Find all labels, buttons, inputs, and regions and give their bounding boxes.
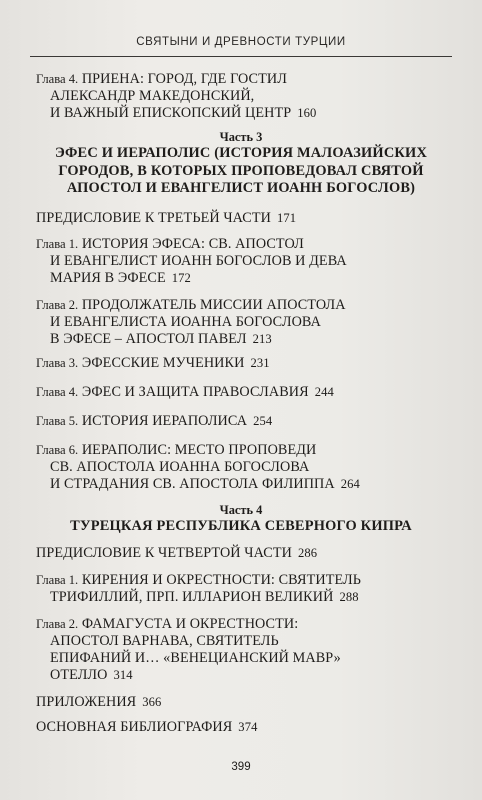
entry-title-part: ОСНОВНАЯ БИБЛИОГРАФИЯ <box>36 719 233 735</box>
entry-title-part: ИСТОРИЯ ЭФЕСА: СВ. АПОСТОЛ <box>81 236 304 252</box>
page-ref: 231 <box>250 356 270 370</box>
entry-line <box>36 616 460 633</box>
entry-title-part: ПРИЛОЖЕНИЯ <box>36 694 137 710</box>
entry-title-part: ОТЕЛЛО <box>50 667 108 683</box>
entry-line-last <box>36 667 460 684</box>
toc-entry[interactable] <box>36 694 460 711</box>
part-label: Часть 4 <box>219 503 263 517</box>
toc-entry[interactable] <box>36 355 460 372</box>
part-title-line: ТУРЕЦКАЯ РЕСПУБЛИКА СЕВЕРНОГО КИПРА <box>70 518 412 534</box>
entry-title-part: МАРИЯ В ЭФЕСЕ <box>50 270 166 286</box>
toc-entry[interactable] <box>36 71 460 122</box>
chapter-label: Глава 6. <box>36 443 79 457</box>
entry-title-part: ПРИЕНА: ГОРОД, ГДЕ ГОСТИЛ <box>81 71 287 87</box>
chapter-label: Глава 2. <box>36 298 79 312</box>
chapter-label: Глава 4. <box>36 385 79 399</box>
entry-line <box>36 297 460 314</box>
page-ref: 374 <box>238 720 258 734</box>
page-ref: 244 <box>314 385 334 399</box>
page-ref: 171 <box>276 211 297 225</box>
entry-line-last <box>36 270 460 287</box>
entry-line: АПОСТОЛ ВАРНАВА, СВЯТИТЕЛЬ <box>50 633 279 649</box>
entry-title-part: И СТРАДАНИЯ СВ. АПОСТОЛА ФИЛИППА <box>50 476 335 492</box>
entry-line-last <box>36 694 460 711</box>
entry-line-last <box>36 476 460 493</box>
page-ref: 254 <box>253 414 273 428</box>
entry-title-part: ФАМАГУСТА И ОКРЕСТНОСТИ: <box>81 616 299 632</box>
entry-line-last <box>36 719 460 736</box>
entry-line-last <box>36 210 460 227</box>
toc-entry[interactable] <box>36 442 460 493</box>
page-ref: 366 <box>142 695 162 709</box>
entry-title-part: ТРИФИЛЛИЙ, ПРП. ИЛЛАРИОН ВЕЛИКИЙ <box>50 589 334 605</box>
chapter-label: Глава 2. <box>36 617 79 631</box>
page-ref: 160 <box>297 106 317 120</box>
entry-title-part <box>36 384 309 400</box>
entry-title-part: ИСТОРИЯ ИЕРАПОЛИСА <box>81 413 248 429</box>
entry-line-last <box>36 589 460 606</box>
page-ref: 286 <box>297 546 318 560</box>
entry-line-last <box>36 384 460 401</box>
page-number: 399 <box>231 761 251 773</box>
part-title-line: ЭФЕС И ИЕРАПОЛИС (ИСТОРИЯ МАЛОАЗИЙСКИХ <box>54 145 428 161</box>
toc-entry[interactable] <box>36 297 460 348</box>
entry-line <box>36 236 460 253</box>
entry-line: И ЕВАНГЕЛИСТА ИОАННА БОГОСЛОВА <box>50 314 321 330</box>
chapter-label: Глава 5. <box>36 414 79 428</box>
entry-line: АЛЕКСАНДР МАКЕДОНСКИЙ, <box>50 88 255 104</box>
entry-line: СВ. АПОСТОЛА ИОАННА БОГОСЛОВА <box>50 459 310 475</box>
entry-title-part: ПРОДОЛЖАТЕЛЬ МИССИИ АПОСТОЛА <box>81 297 346 313</box>
entry-line <box>36 442 460 459</box>
entry-title-part: ИЕРАПОЛИС: МЕСТО ПРОПОВЕДИ <box>81 442 317 458</box>
entry-title-part: ЭФЕССКИЕ МУЧЕНИКИ <box>81 355 245 371</box>
page-ref: 288 <box>339 590 359 604</box>
part-heading <box>0 130 482 198</box>
entry-line-last <box>36 355 460 372</box>
page-ref: 264 <box>340 477 360 491</box>
entry-title-part <box>36 355 244 371</box>
entry-line-last <box>36 413 460 430</box>
entry-line <box>36 572 460 589</box>
entry-line-last <box>36 331 460 348</box>
toc-entry[interactable] <box>36 719 460 736</box>
entry-title-part: ПРЕДИСЛОВИЕ К ТРЕТЬЕЙ ЧАСТИ <box>36 210 271 226</box>
entry-title-part: КИРЕНИЯ И ОКРЕСТНОСТИ: СВЯТИТЕЛЬ <box>81 572 362 588</box>
part-title-line: ГОРОДОВ, В КОТОРЫХ ПРОПОВЕДОВАЛ СВЯТОЙ <box>58 162 424 179</box>
part-heading <box>0 503 482 536</box>
chapter-label: Глава 3. <box>36 356 79 370</box>
page-ref: 314 <box>113 668 133 682</box>
entry-title-part <box>36 413 247 429</box>
toc-entry[interactable] <box>36 413 460 430</box>
part-label: Часть 3 <box>219 130 263 144</box>
page-ref: 172 <box>171 271 191 285</box>
toc-entry[interactable] <box>36 616 460 684</box>
entry-line: ЕПИФАНИЙ И… «ВЕНЕЦИАНСКИЙ МАВР» <box>50 650 341 666</box>
toc-entry[interactable] <box>36 210 460 227</box>
header-rule <box>30 56 452 57</box>
part-title-line: АПОСТОЛ И ЕВАНГЕЛИСТ ИОАНН БОГОСЛОВ) <box>66 180 416 196</box>
page-ref: 213 <box>252 332 272 346</box>
entry-title-part: И ВАЖНЫЙ ЕПИСКОПСКИЙ ЦЕНТР <box>50 105 292 121</box>
chapter-label: Глава 1. <box>36 573 79 587</box>
entry-line <box>36 71 460 88</box>
entry-line-last <box>36 105 460 122</box>
entry-line-last <box>36 545 460 562</box>
running-head: СВЯТЫНИ И ДРЕВНОСТИ ТУРЦИИ <box>136 36 346 48</box>
chapter-label: Глава 4. <box>36 72 79 86</box>
toc-entry[interactable] <box>36 545 460 562</box>
entry-title-part: ЭФЕС И ЗАЩИТА ПРАВОСЛАВИЯ <box>81 384 309 400</box>
entry-line: И ЕВАНГЕЛИСТ ИОАНН БОГОСЛОВ И ДЕВА <box>50 253 347 269</box>
entry-title-part: В ЭФЕСЕ – АПОСТОЛ ПАВЕЛ <box>50 331 247 347</box>
toc-entry[interactable] <box>36 572 460 606</box>
toc-entry[interactable] <box>36 236 460 287</box>
entry-title-part: ПРЕДИСЛОВИЕ К ЧЕТВЕРТОЙ ЧАСТИ <box>36 545 292 561</box>
toc-entry[interactable] <box>36 384 460 401</box>
chapter-label: Глава 1. <box>36 237 79 251</box>
